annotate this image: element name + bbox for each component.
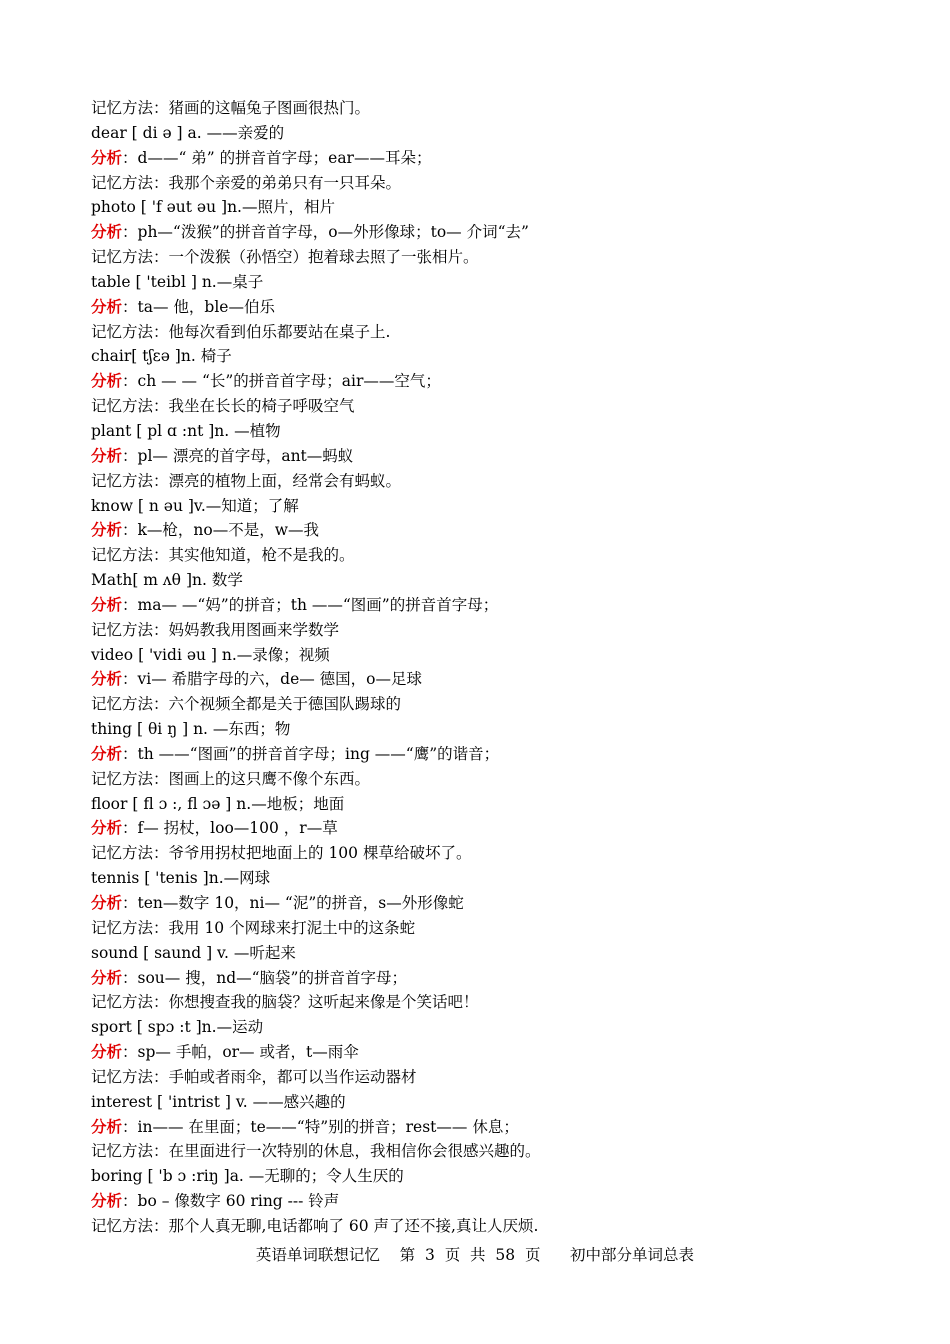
memory-method-line	[91, 1139, 891, 1164]
analysis-line	[91, 816, 891, 841]
analysis-text: ：bo – 像数字 60 ring --- 铃声	[122, 1192, 340, 1211]
word-headline: sport [ spɔ :t ]n.—运动	[91, 1018, 264, 1037]
memory-method-label: 记忆方法：	[91, 620, 169, 639]
analysis-line	[91, 966, 891, 991]
analysis-line	[91, 369, 891, 394]
word-headline: tennis [ 'tenis ]n.—网球	[91, 869, 271, 888]
analysis-line	[91, 667, 891, 692]
memory-method-text: 那个人真无聊,电话都响了 60 声了还不接,真让人厌烦.	[168, 1216, 539, 1235]
memory-method-line	[91, 320, 891, 345]
analysis-label: 分析	[91, 521, 123, 540]
analysis-line	[91, 444, 891, 469]
memory-method-text: 你想搜查我的脑袋？这听起来像是个笑话吧！	[168, 993, 479, 1012]
memory-method-label: 记忆方法：	[91, 397, 169, 416]
analysis-text: ：f— 拐杖，loo—100 ，r—草	[122, 819, 338, 838]
memory-method-line	[91, 245, 891, 270]
memory-method-text: 手帕或者雨伞，都可以当作运动器材	[168, 1067, 417, 1086]
word-headline: Math[ m ʌθ ]n. 数学	[91, 571, 243, 590]
analysis-line	[91, 1189, 891, 1214]
memory-method-label: 记忆方法：	[91, 769, 169, 788]
analysis-text: ：k—枪，no—不是，w—我	[122, 521, 319, 540]
document-body	[91, 96, 891, 1239]
word-headline: chair[ tʃεə ]n. 椅子	[91, 347, 232, 366]
word-headline: photo [ 'f əut əu ]n.—照片，相片	[91, 198, 335, 217]
memory-method-text: 漂亮的植物上面，经常会有蚂蚁。	[168, 471, 402, 490]
analysis-label: 分析	[91, 223, 123, 242]
memory-method-line	[91, 916, 891, 941]
analysis-label: 分析	[91, 1043, 123, 1062]
memory-method-label: 记忆方法：	[91, 546, 169, 565]
memory-method-line	[91, 990, 891, 1015]
analysis-label: 分析	[91, 744, 123, 763]
analysis-label: 分析	[91, 968, 123, 987]
memory-method-text: 其实他知道，枪不是我的。	[168, 546, 355, 565]
analysis-text: ：ch — — “长”的拼音首字母；air——空气；	[122, 372, 441, 391]
word-headline: boring [ 'b ɔ :riŋ ]a. —无聊的；令人生厌的	[91, 1167, 404, 1186]
memory-method-line	[91, 96, 891, 121]
analysis-text: ：pl— 漂亮的首字母，ant—蚂蚁	[122, 446, 354, 465]
analysis-line	[91, 742, 891, 767]
analysis-line	[91, 1115, 891, 1140]
word-headline: video [ 'vidi əu ] n.—录像；视频	[91, 645, 330, 664]
analysis-text: ：ph—“泼猴”的拼音首字母，o—外形像球；to— 介词“去”	[122, 223, 529, 242]
memory-method-label: 记忆方法：	[91, 1067, 169, 1086]
analysis-text: ：vi— 希腊字母的六，de— 德国，o—足球	[122, 670, 423, 689]
memory-method-line	[91, 618, 891, 643]
analysis-label: 分析	[91, 1192, 123, 1211]
memory-method-text: 猪画的这幅兔子图画很热门。	[168, 99, 371, 117]
analysis-line	[91, 891, 891, 916]
analysis-label: 分析	[91, 670, 123, 689]
memory-method-line	[91, 1214, 891, 1239]
memory-method-line	[91, 171, 891, 196]
analysis-line	[91, 220, 891, 245]
memory-method-line	[91, 543, 891, 568]
analysis-text: ：d——“ 弟” 的拼音首字母；ear——耳朵；	[122, 148, 432, 167]
word-headline: sound [ saund ] v. —听起来	[91, 943, 296, 962]
analysis-line	[91, 146, 891, 171]
analysis-text: ：sou— 搜，nd—“脑袋”的拼音首字母；	[122, 968, 407, 987]
analysis-line	[91, 518, 891, 543]
word-headline: dear [ di ə ] a. ——亲爱的	[91, 123, 285, 142]
analysis-text: ：in—— 在里面；te——“特”别的拼音；rest—— 休息；	[122, 1117, 519, 1136]
memory-method-text: 我那个亲爱的弟弟只有一只耳朵。	[168, 173, 402, 192]
analysis-text: ：sp— 手帕，or— 或者，t—雨伞	[122, 1043, 359, 1062]
memory-method-text: 妈妈教我用图画来学数学	[168, 620, 340, 639]
memory-method-label: 记忆方法：	[91, 173, 169, 192]
memory-method-line	[91, 394, 891, 419]
word-headline: floor [ fl ɔ :, fl ɔə ] n.—地板；地面	[91, 794, 345, 813]
memory-method-line	[91, 1065, 891, 1090]
memory-method-label: 记忆方法：	[91, 993, 169, 1012]
analysis-label: 分析	[91, 1117, 123, 1136]
word-headline: interest [ 'intrist ] v. ——感兴趣的	[91, 1092, 346, 1111]
analysis-text: ：th ——“图画”的拼音首字母；ing ——“鹰”的谐音；	[122, 744, 500, 763]
memory-method-label: 记忆方法：	[91, 695, 169, 714]
memory-method-label: 记忆方法：	[91, 1142, 169, 1161]
analysis-text: ：ten—数字 10，ni— “泥”的拼音，s—外形像蛇	[122, 894, 464, 912]
analysis-text: ：ta— 他，ble—伯乐	[122, 297, 275, 316]
memory-method-label: 记忆方法：	[91, 1216, 169, 1235]
analysis-label: 分析	[91, 819, 123, 838]
analysis-label: 分析	[91, 446, 123, 465]
memory-method-text: 他每次看到伯乐都要站在桌子上.	[168, 322, 391, 341]
analysis-label: 分析	[91, 372, 123, 391]
analysis-line	[91, 593, 891, 618]
memory-method-label: 记忆方法：	[91, 322, 169, 341]
memory-method-line	[91, 841, 891, 866]
page-footer: 英语单词联想记忆 第 3 页 共 58 页 初中部分单词总表	[255, 1246, 695, 1264]
word-headline: plant [ pl ɑ :nt ]n. —植物	[91, 421, 281, 440]
memory-method-line	[91, 692, 891, 717]
memory-method-line	[91, 469, 891, 494]
memory-method-label: 记忆方法：	[91, 99, 169, 117]
memory-method-text: 在里面进行一次特别的休息，我相信你会很感兴趣的。	[168, 1142, 541, 1161]
memory-method-text: 我坐在长长的椅子呼吸空气	[168, 397, 355, 416]
word-entry-list	[91, 96, 891, 1239]
analysis-line	[91, 295, 891, 320]
memory-method-text: 一个泼猴（孙悟空）抱着球去照了一张相片。	[168, 248, 479, 267]
analysis-label: 分析	[91, 148, 123, 167]
memory-method-text: 我用 10 个网球来打泥土中的这条蛇	[168, 918, 416, 937]
analysis-text: ：ma— —“妈”的拼音；th ——“图画”的拼音首字母；	[122, 595, 499, 614]
word-headline: know [ n əu ]v.—知道；了解	[91, 496, 299, 515]
memory-method-line	[91, 767, 891, 792]
word-headline: thing [ θi ŋ ] n. —东西；物	[91, 720, 291, 739]
memory-method-label: 记忆方法：	[91, 471, 169, 490]
word-headline: table [ 'teibl ] n.—桌子	[91, 272, 264, 291]
memory-method-text: 爷爷用拐杖把地面上的 100 棵草给破坏了。	[168, 844, 472, 863]
memory-method-label: 记忆方法：	[91, 918, 169, 937]
memory-method-label: 记忆方法：	[91, 844, 169, 863]
memory-method-text: 图画上的这只鹰不像个东西。	[168, 769, 371, 788]
memory-method-text: 六个视频全都是关于德国队踢球的	[168, 695, 402, 714]
memory-method-label: 记忆方法：	[91, 248, 169, 267]
analysis-line	[91, 1040, 891, 1065]
analysis-label: 分析	[91, 894, 123, 912]
analysis-label: 分析	[91, 595, 123, 614]
analysis-label: 分析	[91, 297, 123, 316]
